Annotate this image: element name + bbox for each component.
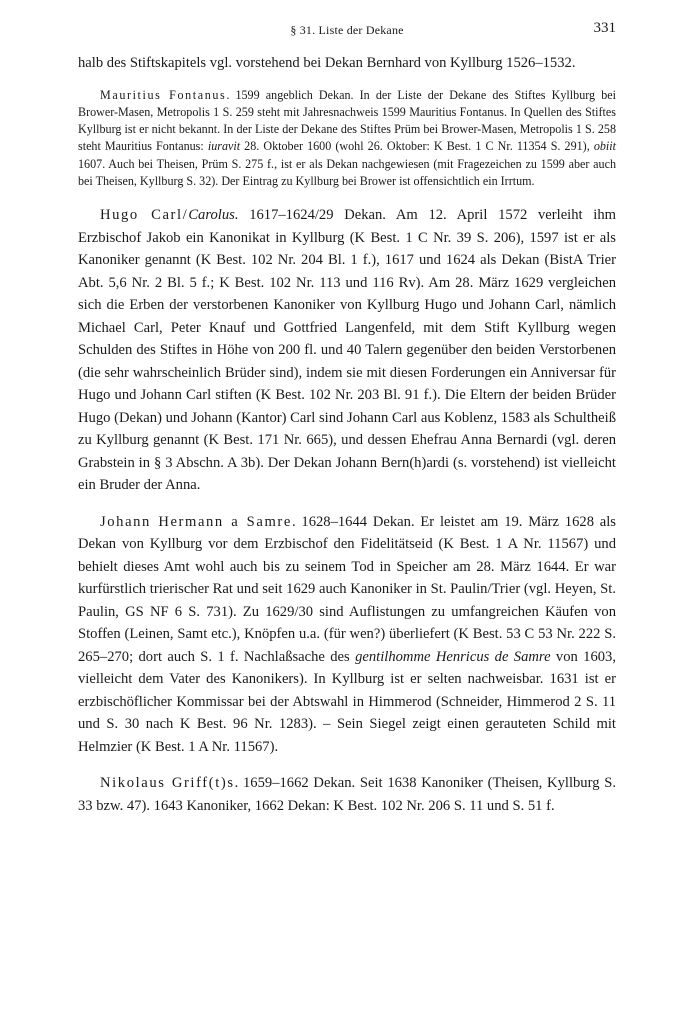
- entry-name: Hugo Carl/: [100, 207, 189, 224]
- paragraph-continuation: halb des Stiftskapitels vgl. vorstehend bei Dekan Bernhard von Kyllburg 1526–1532.: [78, 55, 576, 71]
- running-title: § 31. Liste der Dekane: [290, 23, 404, 37]
- body-text: [78, 52, 616, 817]
- entry-italic-text: obiit: [593, 139, 616, 154]
- entry-text: 28. Oktober 1600 (wohl 26. Oktober: K Best. 1 C Nr. 11354 S. 291),: [240, 139, 594, 154]
- entry-text: . 1659–1662 Dekan. Seit 1638 Kanoniker (Theisen, Kyllburg S. 33 bzw. 47). 1643 Kanoniker, 1662 Dekan: K Best. 102 Nr. 206 S. 11 und S. 51 f.: [78, 775, 616, 814]
- entry-text: . 1599 angeblich Dekan. In der Liste der Dekane des Stiftes Kyllburg bei Brower-Masen, Metropolis 1 S. 259 steht mit Jahresnachweis 1599 Mauritius Fontanus. In Quellen des Stiftes Kyllburg ist er nicht bekannt. In der Liste der Dekane des Stiftes Prüm bei Brower-Masen, Metropolis 1 S. 258 steht Mauritius Fontanus:: [78, 87, 616, 154]
- entry-text: . 1628–1644 Dekan. Er leistet am 19. März 1628 als Dekan von Kyllburg vor dem Erzbischof den Fidelitätseid (K Best. 1 A Nr. 11567) und behielt dieses Amt wohl auch bis zu seinem Tod in Speicher am 28. März 1644. Er war kurfürstlich trierischer Rat und seit 1629 auch Kanoniker in St. Paulin/Trier (vgl. Heyen, St. Paulin, GS NF 6 S. 731). Zu 1629/30 sind Auflistungen zu umfangreichen Käufen von Stoffen (Leinen, Samt etc.), Knöpfen u.a. (für wen?) überliefert (K Best. 53 C 53 Nr. 222 S. 265–270; dort auch S. 1 f. Nachlaßsache des: [78, 513, 616, 665]
- entry-name: Mauritius Fontanus: [100, 87, 227, 102]
- entry-text: 1607. Auch bei Theisen, Prüm S. 275 f., ist er als Dekan nachgewiesen (mit Fragezeichen zu 1599 aber auch bei Theisen, Kyllburg S. 32). Der Eintrag zu Kyllburg bei Brower ist offensichtlich ein Irrtum.: [78, 156, 616, 188]
- page-number: 331: [593, 20, 616, 36]
- entry-nikolaus-griffts: [78, 772, 616, 817]
- running-head: [78, 22, 616, 42]
- entry-text: 1617–1624/29 Dekan. Am 12. April 1572 verleiht ihm Erzbischof Jakob ein Kanonikat in Kyllburg (K Best. 1 C Nr. 39 S. 206), 1597 ist er als Kanoniker genannt (K Best. 102 Nr. 204 Bl. 1 f.), 1617 und 1624 als Dekan (BistA Trier Abt. 5,6 Nr. 2 Bl. 5 f.; K Best. 102 Nr. 113 und 116 Rv). Am 28. März 1629 vergleichen sich die Erben der verstorbenen Kanoniker von Kyllburg Hugo und Johann Carl, nämlich Michael Carl, Peter Knauf und Gottfried Langenfeld, mit dem Stift Kyllburg wegen Schulden des Stiftes in Höhe von 200 fl. und 40 Talern gegenüber den beiden Verstorbenen (die sehr wahrscheinlich Brüder sind), indem sie mit diesen Forderungen ein Anniversar für Hugo und Johann Carl stiften (K Best. 102 Nr. 203 Bl. 91 f.). Die Eltern der beiden Brüder Hugo (Dekan) und Johann (Kantor) Carl sind Johann Carl aus Koblenz, 1583 als Schultheiß zu Kyllburg genannt (K Best. 171 Nr. 665), und dessen Ehefrau Anna Bernardi (vgl. deren Grabstein in § 3 Abschn. A 3b). Der Dekan Johann Bern(h)ardi (s. vorstehend) ist vielleicht ein Bruder der Anna.: [78, 207, 616, 494]
- entry-hugo-carl: [78, 204, 616, 497]
- entry-text: von 1603, vielleicht dem Vater des Kanonikers). In Kyllburg ist er selten nachweisbar. 1631 ist er erzbischöflicher Kommissar bei der Abtswahl in Himmerod (Schneider, Himmerod 2 S. 11 und S. 30 nach K Best. 96 Nr. 1283). – Sein Siegel zeigt einen gerauteten Schild mit Helmzier (K Best. 1 A Nr. 11567).: [78, 648, 616, 755]
- entry-name: Nikolaus Griff(t)s: [100, 775, 235, 792]
- entry-mauritius-fontanus: [78, 87, 616, 191]
- entry-name: Johann Hermann a Samre: [100, 513, 292, 530]
- entry-italic-text: iuravit: [207, 139, 241, 154]
- entry-name-italic: Carolus.: [188, 207, 239, 224]
- entry-italic-text: gentilhomme Henricus de Samre: [355, 648, 551, 665]
- entry-johann-hermann-a-samre: [78, 511, 616, 759]
